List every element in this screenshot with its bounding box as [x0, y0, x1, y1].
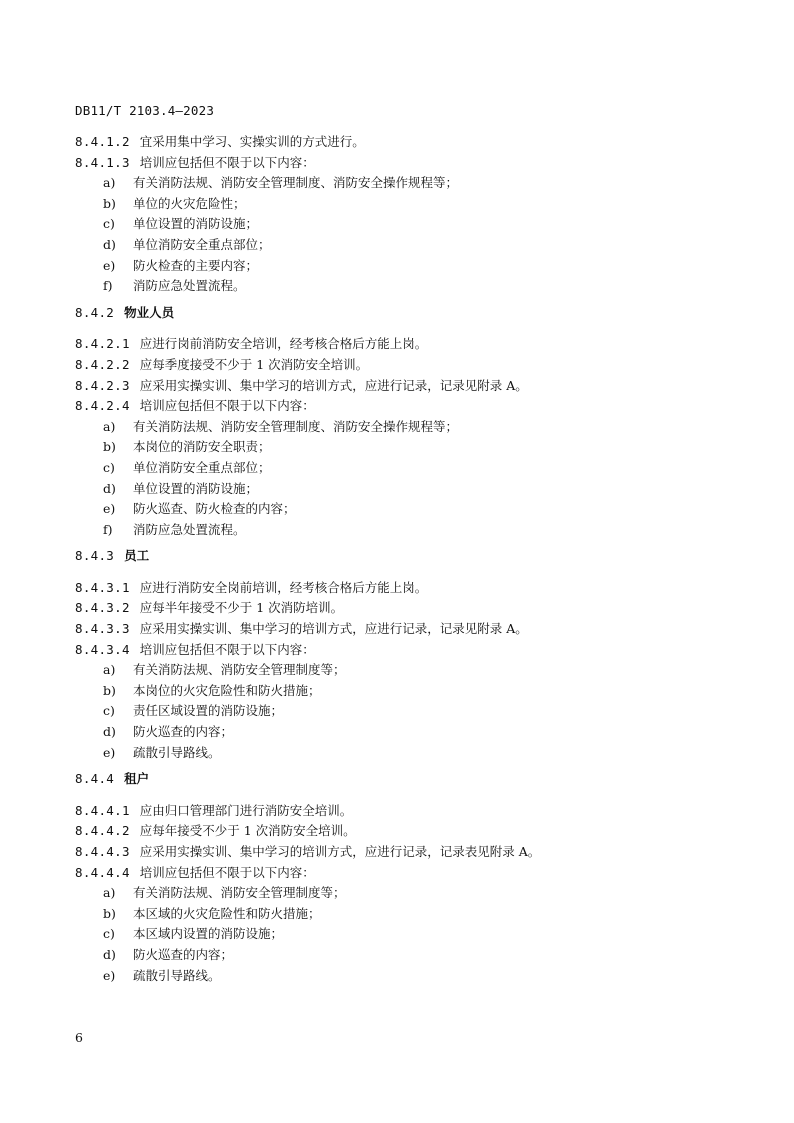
clause-text: 培训应包括但不限于以下内容： — [139, 154, 315, 170]
clause-text: 应每年接受不少于 1 次消防安全培训。 — [139, 823, 356, 839]
list-item-text: 单位设置的消防设施； — [133, 216, 259, 232]
list-item-text: 本岗位的火灾危险性和防火措施； — [133, 682, 321, 698]
list-item-label: a) — [103, 175, 116, 191]
list-item-text: 疏散引导路线。 — [133, 967, 221, 983]
list-item-text: 本岗位的消防安全职责； — [133, 439, 271, 455]
list-item — [75, 924, 735, 945]
list-item-text: 有关消防法规、消防安全管理制度、消防安全操作规程等； — [133, 418, 459, 434]
clause-text: 应每半年接受不少于 1 次消防培训。 — [139, 600, 344, 616]
document-code: DB11/T 2103.4—2023 — [75, 103, 215, 118]
list-item — [75, 520, 735, 541]
list-item-label: e) — [103, 744, 116, 760]
clause-text: 宜采用集中学习、实操实训的方式进行。 — [139, 134, 365, 149]
list-item — [75, 904, 735, 925]
clause — [75, 640, 735, 661]
clause-text: 应由归口管理部门进行消防安全培训。 — [139, 802, 353, 818]
list-item-label: a) — [103, 418, 116, 434]
clause-number: 8.4.2.3 — [75, 377, 130, 393]
list-item — [75, 722, 735, 743]
clause-number: 8.4.4.2 — [75, 823, 130, 839]
list-item-text: 单位消防安全重点部位； — [133, 236, 271, 252]
section-number: 8.4.4 — [75, 771, 115, 787]
list-item — [75, 499, 735, 520]
list-item-text: 责任区域设置的消防设施； — [133, 703, 284, 719]
section-heading — [75, 303, 735, 324]
list-item — [75, 256, 735, 277]
clause-number: 8.4.3.1 — [75, 579, 130, 595]
clause-text: 应采用实操实训、集中学习的培训方式，应进行记录，记录见附录 A。 — [139, 621, 528, 637]
document-body — [75, 132, 735, 986]
section-heading — [75, 769, 735, 790]
clause — [75, 842, 735, 863]
list-item-label: c) — [103, 926, 115, 942]
page-number: 6 — [75, 1030, 83, 1045]
list-item-label: e) — [103, 967, 116, 983]
clause-number: 8.4.1.3 — [75, 154, 130, 170]
clause-number: 8.4.1.2 — [75, 134, 130, 149]
clause-number: 8.4.3.3 — [75, 621, 130, 637]
list-item — [75, 417, 735, 438]
list-item — [75, 681, 735, 702]
list-item-text: 单位的火灾危险性； — [133, 195, 246, 211]
list-item-label: b) — [103, 905, 116, 921]
list-item-text: 疏散引导路线。 — [133, 744, 221, 760]
section-title: 物业人员 — [124, 304, 175, 320]
list-item — [75, 966, 735, 987]
list-item — [75, 660, 735, 681]
list-item-text: 本区域内设置的消防设施； — [133, 926, 284, 942]
list-item — [75, 235, 735, 256]
section-title: 员工 — [124, 548, 150, 564]
clause — [75, 619, 735, 640]
list-item-label: c) — [103, 216, 115, 232]
clause — [75, 396, 735, 417]
list-item-label: f) — [103, 278, 113, 294]
list-item — [75, 458, 735, 479]
list-item-label: b) — [103, 682, 116, 698]
list-item — [75, 701, 735, 722]
clause-number: 8.4.4.1 — [75, 802, 130, 818]
list-item — [75, 945, 735, 966]
clause-number: 8.4.4.4 — [75, 864, 130, 880]
list-item-label: c) — [103, 703, 115, 719]
clause — [75, 801, 735, 822]
clause-text: 应每季度接受不少于 1 次消防安全培训。 — [139, 356, 369, 372]
clause-text: 培训应包括但不限于以下内容： — [139, 398, 315, 414]
list-item-text: 消防应急处置流程。 — [133, 521, 246, 537]
section-number: 8.4.3 — [75, 548, 115, 564]
list-item-text: 有关消防法规、消防安全管理制度、消防安全操作规程等； — [133, 175, 459, 191]
clause-number: 8.4.4.3 — [75, 844, 130, 859]
list-item-label: d) — [103, 946, 116, 962]
list-item-label: e) — [103, 501, 116, 517]
clause — [75, 355, 735, 376]
list-item-text: 本区域的火灾危险性和防火措施； — [133, 905, 321, 921]
list-item-text: 防火检查的主要内容； — [133, 257, 259, 273]
list-item-label: a) — [103, 662, 116, 678]
list-item-label: b) — [103, 439, 116, 455]
clause-text: 应采用实操实训、集中学习的培训方式，应进行记录，记录见附录 A。 — [139, 377, 528, 393]
clause-text: 应进行消防安全岗前培训，经考核合格后方能上岗。 — [139, 579, 428, 595]
clause — [75, 334, 735, 355]
list-item — [75, 194, 735, 215]
list-item — [75, 173, 735, 194]
clause-text: 培训应包括但不限于以下内容： — [139, 864, 315, 880]
section-title: 租户 — [124, 771, 150, 787]
clause — [75, 153, 735, 174]
clause — [75, 132, 735, 153]
clause-text: 应进行岗前消防安全培训，经考核合格后方能上岗。 — [139, 336, 428, 352]
list-item — [75, 214, 735, 235]
list-item-label: d) — [103, 480, 116, 496]
list-item-text: 有关消防法规、消防安全管理制度等； — [133, 885, 346, 901]
list-item-label: f) — [103, 521, 113, 537]
list-item-text: 防火巡查、防火检查的内容； — [133, 501, 296, 517]
list-item-label: b) — [103, 195, 116, 211]
section-number: 8.4.2 — [75, 304, 115, 320]
clause-text: 培训应包括但不限于以下内容： — [139, 641, 315, 657]
list-item — [75, 883, 735, 904]
list-item-label: d) — [103, 724, 116, 740]
clause — [75, 598, 735, 619]
list-item — [75, 479, 735, 500]
list-item-text: 单位消防安全重点部位； — [133, 459, 271, 475]
list-item — [75, 743, 735, 764]
clause-number: 8.4.3.4 — [75, 641, 130, 657]
list-item-label: a) — [103, 885, 116, 901]
section-heading — [75, 546, 735, 567]
list-item — [75, 276, 735, 297]
clause-number: 8.4.2.2 — [75, 356, 130, 372]
list-item-label: d) — [103, 236, 116, 252]
clause — [75, 376, 735, 397]
list-item-text: 消防应急处置流程。 — [133, 278, 246, 294]
clause — [75, 578, 735, 599]
list-item-label: e) — [103, 257, 116, 273]
clause — [75, 863, 735, 884]
clause-number: 8.4.2.4 — [75, 398, 130, 414]
list-item-label: c) — [103, 459, 115, 475]
clause — [75, 821, 735, 842]
list-item — [75, 437, 735, 458]
clause-number: 8.4.2.1 — [75, 336, 130, 352]
list-item-text: 有关消防法规、消防安全管理制度等； — [133, 662, 346, 678]
list-item-text: 防火巡查的内容； — [133, 946, 234, 962]
list-item-text: 防火巡查的内容； — [133, 724, 234, 740]
list-item-text: 单位设置的消防设施； — [133, 480, 259, 496]
clause-number: 8.4.3.2 — [75, 600, 130, 616]
clause-text: 应采用实操实训、集中学习的培训方式，应进行记录，记录表见附录 A。 — [139, 844, 541, 859]
